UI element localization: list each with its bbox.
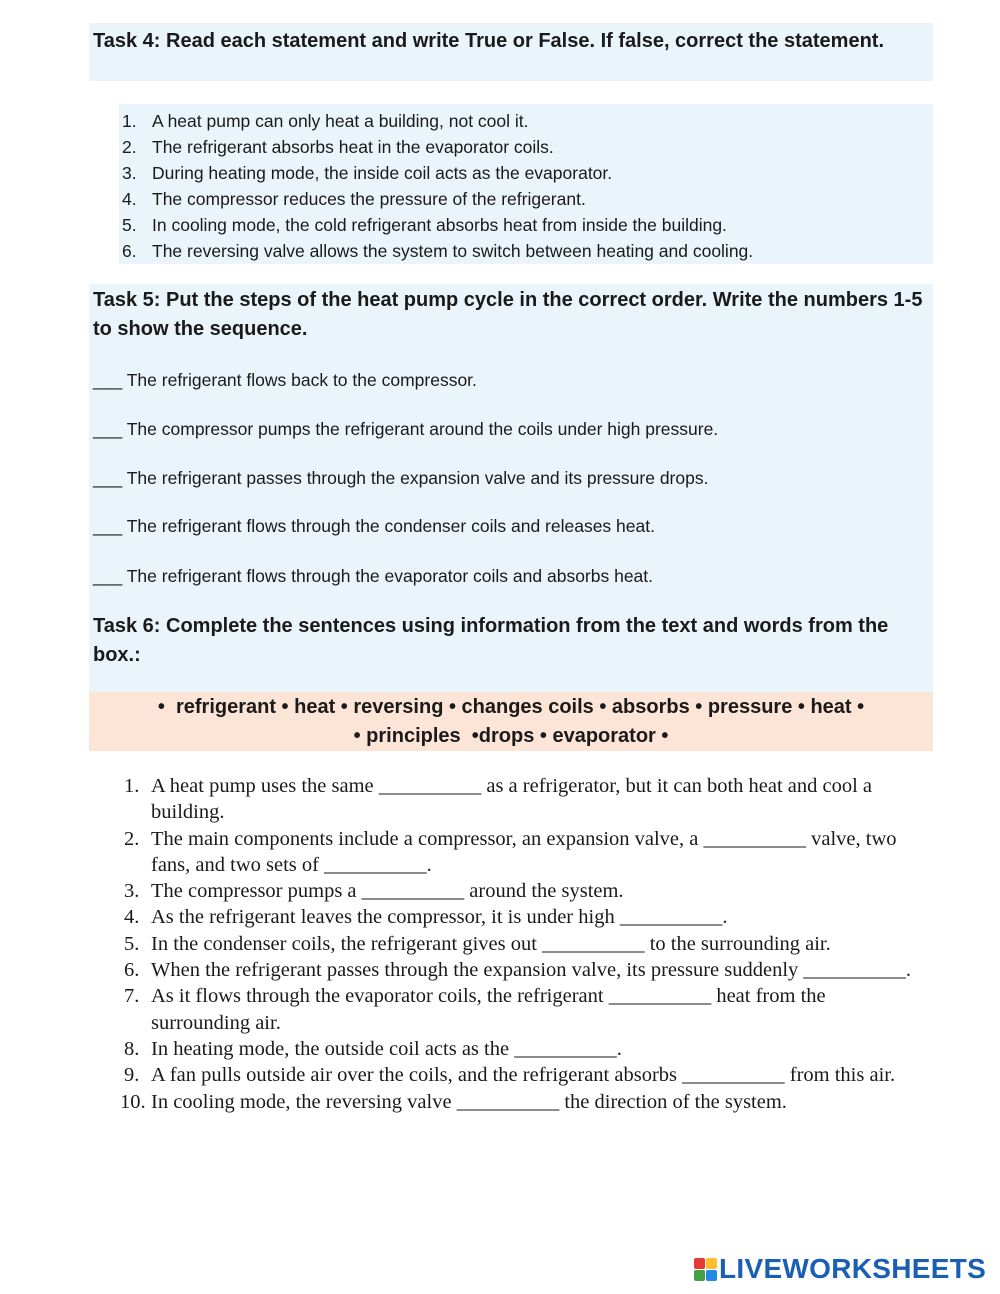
list-item: 6. The reversing valve allows the system to switch between heating and cooling. <box>122 241 754 261</box>
list-item: 3. During heating mode, the inside coil acts as the evaporator. <box>122 163 613 183</box>
list-item: 2. The refrigerant absorbs heat in the evaporator coils. <box>122 137 554 157</box>
sentence-text: A heat pump uses the same __________ as a refrigerator, but it can both heat and cool a building. <box>151 775 873 824</box>
sentence-text: The compressor pumps a __________ around the system. <box>151 880 624 903</box>
word-box <box>89 692 933 751</box>
sequence-step[interactable]: ___ The refrigerant flows through the condenser coils and releases heat. <box>93 516 655 536</box>
list-item[interactable]: 6. When the refrigerant passes through the expansion valve, its pressure suddenly __________. <box>124 959 912 982</box>
statement-text: In cooling mode, the cold refrigerant absorbs heat from inside the building. <box>152 215 727 235</box>
list-item[interactable]: 8. In heating mode, the outside coil acts as the __________. <box>124 1037 622 1060</box>
task5-section <box>89 284 933 692</box>
task4-statement-list <box>119 104 933 264</box>
liveworksheets-logo-icon <box>694 1258 716 1280</box>
statement-text: The refrigerant absorbs heat in the evaporator coils. <box>152 137 554 157</box>
sequence-step[interactable]: ___ The refrigerant flows back to the compressor. <box>93 370 477 390</box>
statement-text: During heating mode, the inside coil acts as the evaporator. <box>152 163 613 183</box>
logo-text: LIVEWORKSHEETS <box>719 1253 987 1284</box>
sentence-text: As the refrigerant leaves the compressor, it is under high __________. <box>151 906 728 929</box>
liveworksheets-logo[interactable] <box>694 1254 986 1284</box>
sentence-text: In cooling mode, the reversing valve __________ the direction of the system. <box>151 1090 787 1113</box>
list-item[interactable]: 1. A heat pump uses the same __________ as a refrigerator, but it can both heat and cool a building. <box>124 775 873 824</box>
statement-text: The compressor reduces the pressure of the refrigerant. <box>152 189 586 209</box>
list-item[interactable]: 4. As the refrigerant leaves the compressor, it is under high __________. <box>124 906 728 929</box>
task5-heading: Task 5: Put the steps of the heat pump cycle in the correct order. Write the numbers 1-5 to show the sequence. <box>93 289 923 340</box>
statement-text: A heat pump can only heat a building, not cool it. <box>152 111 529 131</box>
word-box-line: • principles •drops • evaporator • <box>353 725 669 747</box>
sentence-text: As it flows through the evaporator coils, the refrigerant __________ heat from the surrounding air. <box>151 985 826 1034</box>
list-item[interactable]: 9. A fan pulls outside air over the coils, and the refrigerant absorbs __________ from this air. <box>124 1064 896 1087</box>
task4-heading: Task 4: Read each statement and write True or False. If false, correct the statement. <box>89 23 933 81</box>
list-item[interactable]: 2. The main components include a compressor, an expansion valve, a __________ valve, two fans, and two sets of __________. <box>124 827 897 876</box>
list-item: 5. In cooling mode, the cold refrigerant absorbs heat from inside the building. <box>122 215 727 235</box>
list-item[interactable]: 7. As it flows through the evaporator coils, the refrigerant __________ heat from the surrounding air. <box>124 985 826 1034</box>
task6-heading: Task 6: Complete the sentences using information from the text and words from the box.: <box>93 615 889 666</box>
list-item: 1. A heat pump can only heat a building, not cool it. <box>122 111 529 131</box>
sentence-text: When the refrigerant passes through the expansion valve, its pressure suddenly __________. <box>151 959 912 982</box>
list-item[interactable]: 5. In the condenser coils, the refrigerant gives out __________ to the surrounding air. <box>124 932 831 955</box>
task6-sentence-list <box>120 773 920 1115</box>
word-box-line: • refrigerant • heat • reversing • changes coils • absorbs • pressure • heat • <box>157 696 865 718</box>
list-item: 4. The compressor reduces the pressure of the refrigerant. <box>122 189 586 209</box>
sequence-step[interactable]: ___ The refrigerant flows through the evaporator coils and absorbs heat. <box>93 566 654 586</box>
sentence-text: In heating mode, the outside coil acts as the __________. <box>151 1037 622 1060</box>
sentence-text: The main components include a compressor, an expansion valve, a __________ valve, two fans, and two sets of __________. <box>151 827 897 876</box>
sequence-step[interactable]: ___ The compressor pumps the refrigerant around the coils under high pressure. <box>93 419 719 439</box>
list-item[interactable]: 10. In cooling mode, the reversing valve __________ the direction of the system. <box>120 1090 787 1113</box>
list-item[interactable]: 3. The compressor pumps a __________ around the system. <box>124 880 624 903</box>
sequence-step[interactable]: ___ The refrigerant passes through the expansion valve and its pressure drops. <box>93 468 709 488</box>
sentence-text: A fan pulls outside air over the coils, and the refrigerant absorbs __________ from this air. <box>151 1064 896 1087</box>
statement-text: The reversing valve allows the system to switch between heating and cooling. <box>152 241 754 261</box>
sentence-text: In the condenser coils, the refrigerant gives out __________ to the surrounding air. <box>151 932 831 955</box>
